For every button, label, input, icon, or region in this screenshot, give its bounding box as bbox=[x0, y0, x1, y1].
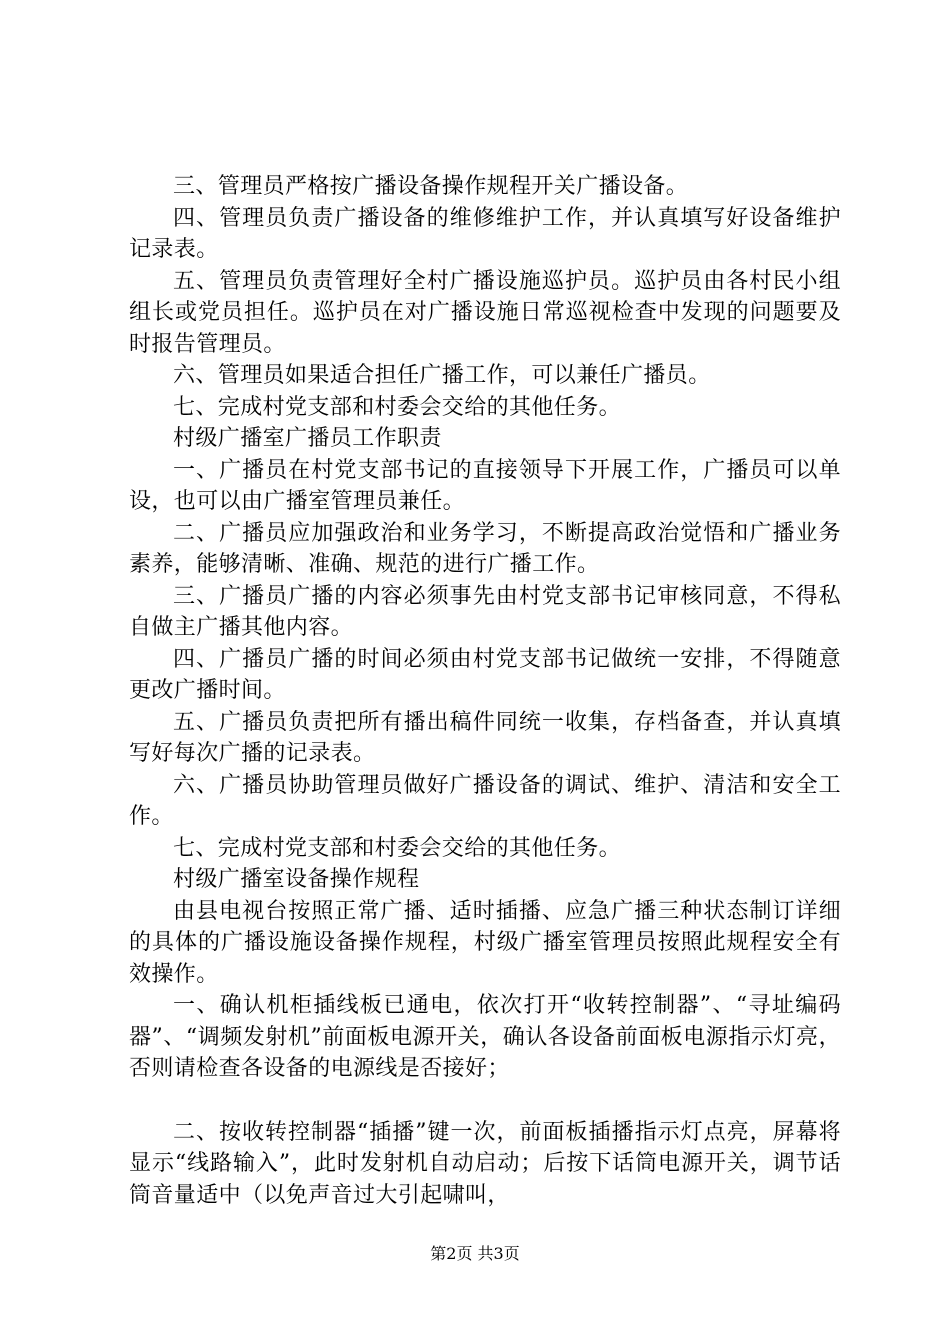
paragraph: 六、管理员如果适合担任广播工作，可以兼任广播员。 bbox=[173, 363, 711, 388]
paragraph: 由县电视台按照正常广播、适时插播、应急广播三种状态制订详细的具体的广播设施设备操作规程，村级广播室管理员按照此规程安全有效操作。 bbox=[129, 898, 841, 987]
paragraph: 六、广播员协助管理员做好广播设备的调试、维护、清洁和安全工作。 bbox=[129, 772, 841, 829]
paragraph: 二、按收转控制器“插播”键一次，前面板插播指示灯点亮，屏幕将显示“线路输入”，此时发射机自动启动；后按下话筒电源开关，调节话筒音量适中（以免声音过大引起啸叫， bbox=[129, 1119, 841, 1208]
paragraph: 五、管理员负责管理好全村广播设施巡护员。巡护员由各村民小组组长或党员担任。巡护员在对广播设施日常巡视检查中发现的问题要及时报告管理员。 bbox=[129, 268, 841, 357]
paragraph: 四、广播员广播的时间必须由村党支部书记做统一安排，不得随意更改广播时间。 bbox=[129, 646, 841, 703]
paragraph: 三、管理员严格按广播设备操作规程开关广播设备。 bbox=[173, 174, 689, 199]
paragraph: 七、完成村党支部和村委会交给的其他任务。 bbox=[173, 394, 622, 420]
paragraph: 一、广播员在村党支部书记的直接领导下开展工作，广播员可以单设，也可以由广播室管理员兼任。 bbox=[129, 457, 841, 514]
paragraph: 三、广播员广播的内容必须事先由村党支部书记审核同意，不得私自做主广播其他内容。 bbox=[129, 583, 841, 640]
paragraph: 七、完成村党支部和村委会交给的其他任务。 bbox=[173, 835, 622, 861]
document-body bbox=[129, 171, 841, 1211]
paragraph: 二、广播员应加强政治和业务学习，不断提高政治觉悟和广播业务素养，能够清晰、准确、规范的进行广播工作。 bbox=[129, 520, 841, 577]
page-footer: 第2页 共3页 bbox=[430, 1244, 520, 1263]
section-heading: 村级广播室广播员工作职责 bbox=[173, 426, 442, 451]
paragraph: 四、管理员负责广播设备的维修维护工作，并认真填写好设备维护记录表。 bbox=[129, 205, 841, 262]
paragraph-gap bbox=[129, 1085, 841, 1117]
paragraph: 一、确认机柜插线板已通电，依次打开“收转控制器”、“寻址编码器”、“调频发射机”前面板电源开关，确认各设备前面板电源指示灯亮，否则请检查各设备的电源线是否接好； bbox=[129, 993, 841, 1081]
section-heading: 村级广播室设备操作规程 bbox=[173, 867, 420, 892]
paragraph: 五、广播员负责把所有播出稿件同统一收集，存档备查，并认真填写好每次广播的记录表。 bbox=[129, 709, 841, 766]
